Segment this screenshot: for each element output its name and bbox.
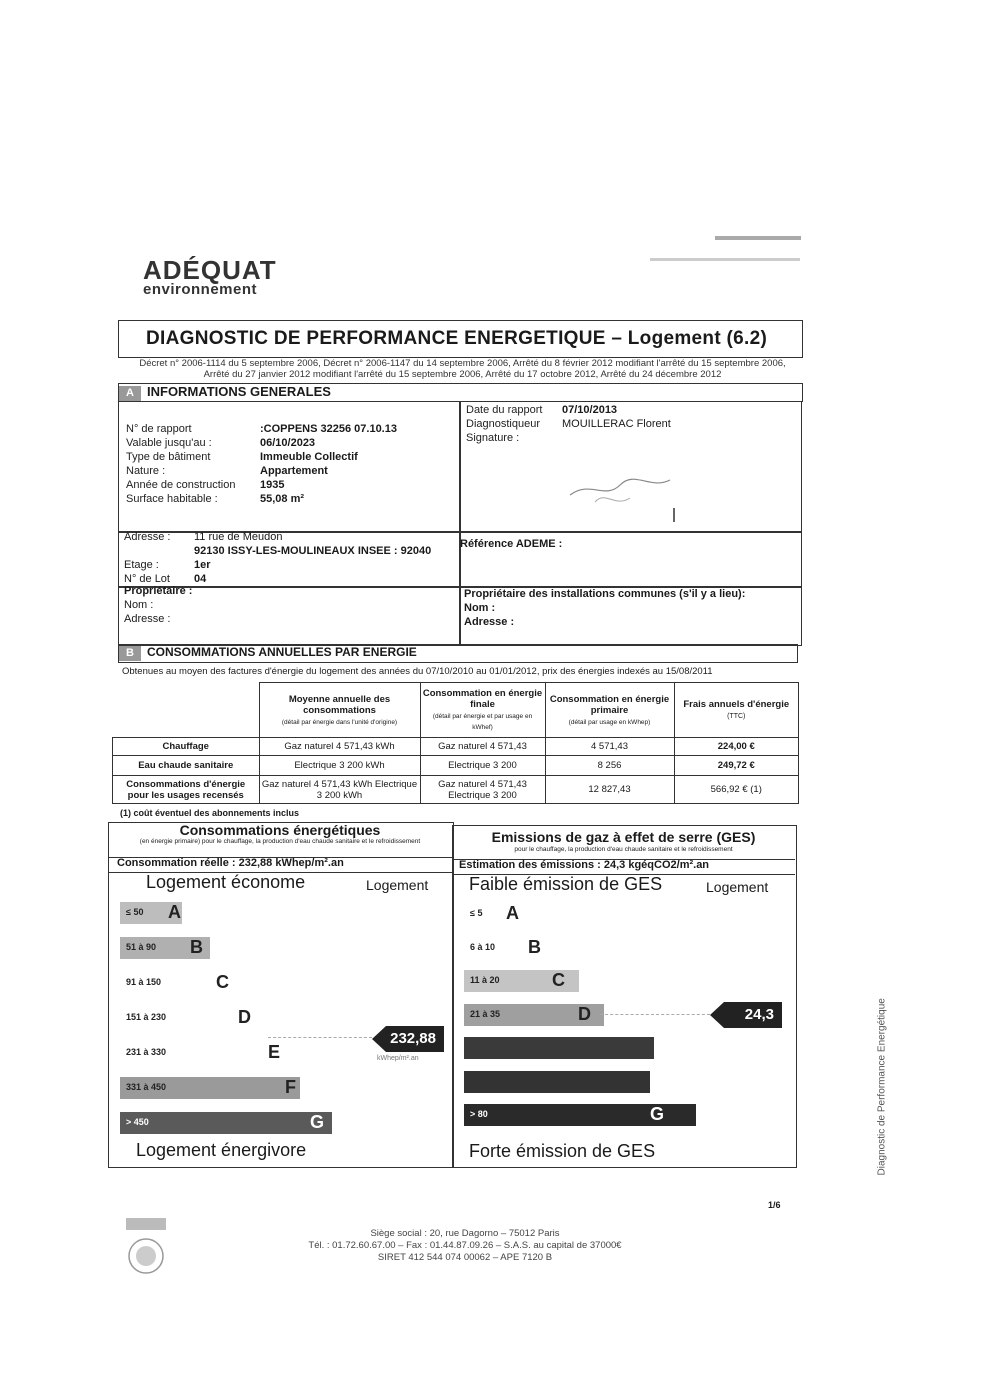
stamp-mark-2	[650, 258, 800, 261]
ges-class-letter: C	[552, 970, 565, 990]
ges-class-band-4	[464, 1037, 654, 1059]
header-frais: Frais annuels d'énergie (TTC)	[674, 683, 799, 738]
energy-class-g	[120, 1112, 332, 1134]
energy-unit: kWhep/m².an	[377, 1055, 419, 1062]
ges-class-letter: D	[578, 1003, 591, 1024]
footer-line-1: Siège social : 20, rue Dagorno – 75012 Paris	[370, 1228, 560, 1239]
energy-bottom-label: Logement énergivore	[136, 1140, 307, 1160]
energy-range-label: ≤ 50	[126, 907, 144, 917]
date-label: Date du rapport	[466, 404, 543, 416]
footer	[250, 1228, 680, 1264]
section-a-title: INFORMATIONS GENERALES	[147, 384, 331, 399]
ges-title: Emissions de gaz à effet de serre (GES)	[491, 829, 756, 845]
ges-bottom-label: Forte émission de GES	[469, 1141, 656, 1161]
energy-class-letter: G	[310, 1112, 325, 1132]
etage-value: 1er	[194, 559, 211, 571]
ges-sub: pour le chauffage, la production d'eau chaude sanitaire et le refroidissement	[514, 846, 733, 853]
energy-range-label: 91 à 150	[126, 977, 162, 987]
address-block	[124, 530, 457, 586]
footer-line-2: Tél. : 01.72.60.67.00 – Fax : 01.44.87.09.26 – S.A.S. au capital de 37000€	[308, 1240, 622, 1251]
address-line-1: 11 rue de Meudon	[194, 531, 283, 543]
owner-title: Propriétaire :	[124, 585, 193, 597]
ges-range-label: 11 à 20	[470, 975, 500, 985]
energy-sub: (en énergie primaire) pour le chauffage, la production d'eau chaude sanitaire et le refroidissement	[139, 838, 421, 845]
side-label: Diagnostic de Performance Energétique	[876, 998, 888, 1176]
decrets-text: Décret n° 2006-1114 du 5 septembre 2006, Décret n° 2006-1147 du 14 septembre 2006, Arrêté du 8 février 2012 modifiant l'arrêté du 15 septembre 2006, Arrêté du 27 janvier 2012 modifiant l'arrêté du 15 septembre 2006, Arrêté du 17 octobre 2012, Arrêté du 24 décembre 2012	[139, 358, 786, 380]
diag-label: Diagnostiqueur	[466, 418, 540, 430]
energy-class-letter: F	[285, 1077, 296, 1097]
type-label: Type de bâtiment	[126, 451, 211, 463]
annee-label: Année de construction	[126, 479, 236, 491]
section-a-header	[118, 383, 803, 402]
energy-class-letter: E	[268, 1042, 281, 1062]
owner-address: Adresse :	[124, 613, 171, 625]
lot-value: 04	[194, 573, 207, 585]
energy-title: Consommations énergétiques	[179, 822, 381, 838]
ges-dotted-line	[600, 1014, 710, 1015]
footer-logo-icon	[124, 1216, 168, 1278]
ges-top-label: Faible émission de GES	[469, 874, 663, 894]
energy-class-letter: C	[216, 972, 229, 992]
ges-estim: Estimation des émissions : 24,3 kgéqCO2/m².an	[459, 859, 710, 871]
energy-class-a	[120, 902, 182, 924]
energy-class-d	[120, 1007, 270, 1029]
signature-image	[560, 460, 690, 530]
energy-value-arrow: 232,88	[386, 1026, 444, 1052]
diag-value: MOUILLERAC Florent	[562, 418, 671, 430]
ges-class-band-5	[464, 1071, 650, 1093]
info-list	[126, 422, 456, 506]
ges-class-b	[464, 937, 549, 959]
page-title: DIAGNOSTIC DE PERFORMANCE ENERGETIQUE – Logement (6.2)	[146, 328, 768, 349]
section-a-letter: A	[119, 386, 141, 401]
energy-class-e	[120, 1042, 300, 1064]
nature-label: Nature :	[126, 465, 166, 477]
energy-class-letter: B	[190, 937, 203, 957]
energy-class-f	[120, 1077, 300, 1099]
company-logo-name: ADÉQUAT	[143, 255, 277, 285]
annee-value: 1935	[260, 479, 285, 491]
lot-label: N° de Lot	[124, 573, 170, 585]
ges-col-label: Logement	[706, 879, 769, 895]
section-b-letter: B	[119, 646, 141, 661]
common-owner-title: Propriétaire des installations communes (s'il y a lieu):	[464, 588, 746, 600]
energy-range-label: > 450	[126, 1117, 149, 1127]
energy-range-label: 231 à 330	[126, 1047, 167, 1057]
ges-class-g	[464, 1104, 696, 1126]
ges-range-label: > 80	[470, 1109, 488, 1119]
page-number: 1/6	[768, 1200, 781, 1210]
footer-line-3: SIRET 412 544 074 00062 – APE 7120 B	[377, 1252, 553, 1263]
owner-name: Nom :	[124, 599, 154, 611]
ges-class-letter: B	[528, 936, 541, 957]
date-value: 07/10/2013	[562, 404, 618, 416]
consumption-table	[112, 682, 799, 804]
energy-range-label: 331 à 450	[126, 1082, 167, 1092]
energy-dotted-line	[268, 1037, 372, 1038]
ges-value-arrow: 24,3	[724, 1002, 782, 1028]
ges-class-letter: G	[650, 1104, 665, 1124]
obtenues-text: Obtenues au moyen des factures d'énergie du logement des années du 07/10/2010 au 01/01/2012, prix des énergies indexés au 15/08/2011	[122, 666, 713, 677]
valable-value: 06/10/2023	[260, 437, 316, 449]
energy-col-label: Logement	[366, 877, 429, 893]
address-line-2: 92130 ISSY-LES-MOULINEAUX INSEE : 92040	[194, 545, 432, 557]
energy-class-c	[120, 972, 240, 994]
signature-label: Signature :	[466, 432, 520, 444]
ges-range-label: 6 à 10	[470, 941, 496, 952]
ges-class-c	[464, 970, 579, 992]
owner-block	[124, 584, 192, 626]
company-logo-subtitle: environnement	[143, 281, 258, 298]
rapport-value: :COPPENS 32256 07.10.13	[260, 423, 397, 435]
header-primaire: Consommation en énergie primaire (détail par usage en kWhep)	[545, 683, 674, 738]
table-row: Consommations d'énergie pour les usages recensés Gaz naturel 4 571,43 kWh Electrique 3 200 kWh Gaz naturel 4 571,43 Electrique 3 200 12 827,43 566,92 € (1)	[113, 776, 799, 804]
energy-class-letter: D	[238, 1007, 251, 1027]
energy-class-letter: A	[168, 902, 181, 922]
common-owner-block	[464, 587, 745, 629]
energy-class-b	[120, 937, 210, 959]
header-finale: Consommation en énergie finale (détail par énergie et par usage en kWhef)	[420, 683, 545, 738]
energy-top-label: Logement économe	[146, 872, 306, 892]
header-moyenne: Moyenne annuelle des consommations (détail par énergie dans l'unité d'origine)	[259, 683, 420, 738]
common-owner-address: Adresse :	[464, 616, 515, 628]
ges-class-a	[464, 903, 519, 925]
valable-label: Valable jusqu'au :	[126, 437, 212, 449]
ges-range-label: ≤ 5	[470, 908, 483, 918]
common-owner-name: Nom :	[464, 602, 496, 614]
energy-range-label: 151 à 230	[126, 1012, 167, 1022]
rapport-label: N° de rapport	[126, 423, 192, 435]
ademe-ref: Référence ADEME :	[460, 538, 563, 550]
surface-label: Surface habitable :	[126, 493, 218, 505]
section-b-title: CONSOMMATIONS ANNUELLES PAR ENERGIE	[147, 645, 417, 659]
ges-range-label: 21 à 35	[470, 1008, 501, 1019]
section-b-header	[118, 644, 798, 663]
etage-label: Etage :	[124, 559, 159, 571]
energy-range-label: 51 à 90	[126, 942, 157, 952]
ges-class-d	[464, 1004, 604, 1026]
stamp-mark	[715, 236, 801, 240]
type-value: Immeuble Collectif	[260, 451, 358, 463]
report-info	[466, 403, 796, 445]
energy-reel: Consommation réelle : 232,88 kWhep/m².an	[117, 857, 344, 869]
ges-class-letter: A	[506, 903, 519, 923]
address-label: Adresse :	[124, 531, 171, 543]
table-row: Eau chaude sanitaire Electrique 3 200 kWh Electrique 3 200 8 256 249,72 €	[113, 756, 799, 776]
nature-value: Appartement	[260, 465, 328, 477]
table-row: Chauffage Gaz naturel 4 571,43 kWh Gaz naturel 4 571,43 4 571,43 224,00 €	[113, 738, 799, 756]
table-footnote: (1) coût éventuel des abonnements inclus	[120, 808, 300, 818]
surface-value: 55,08 m²	[260, 493, 305, 505]
